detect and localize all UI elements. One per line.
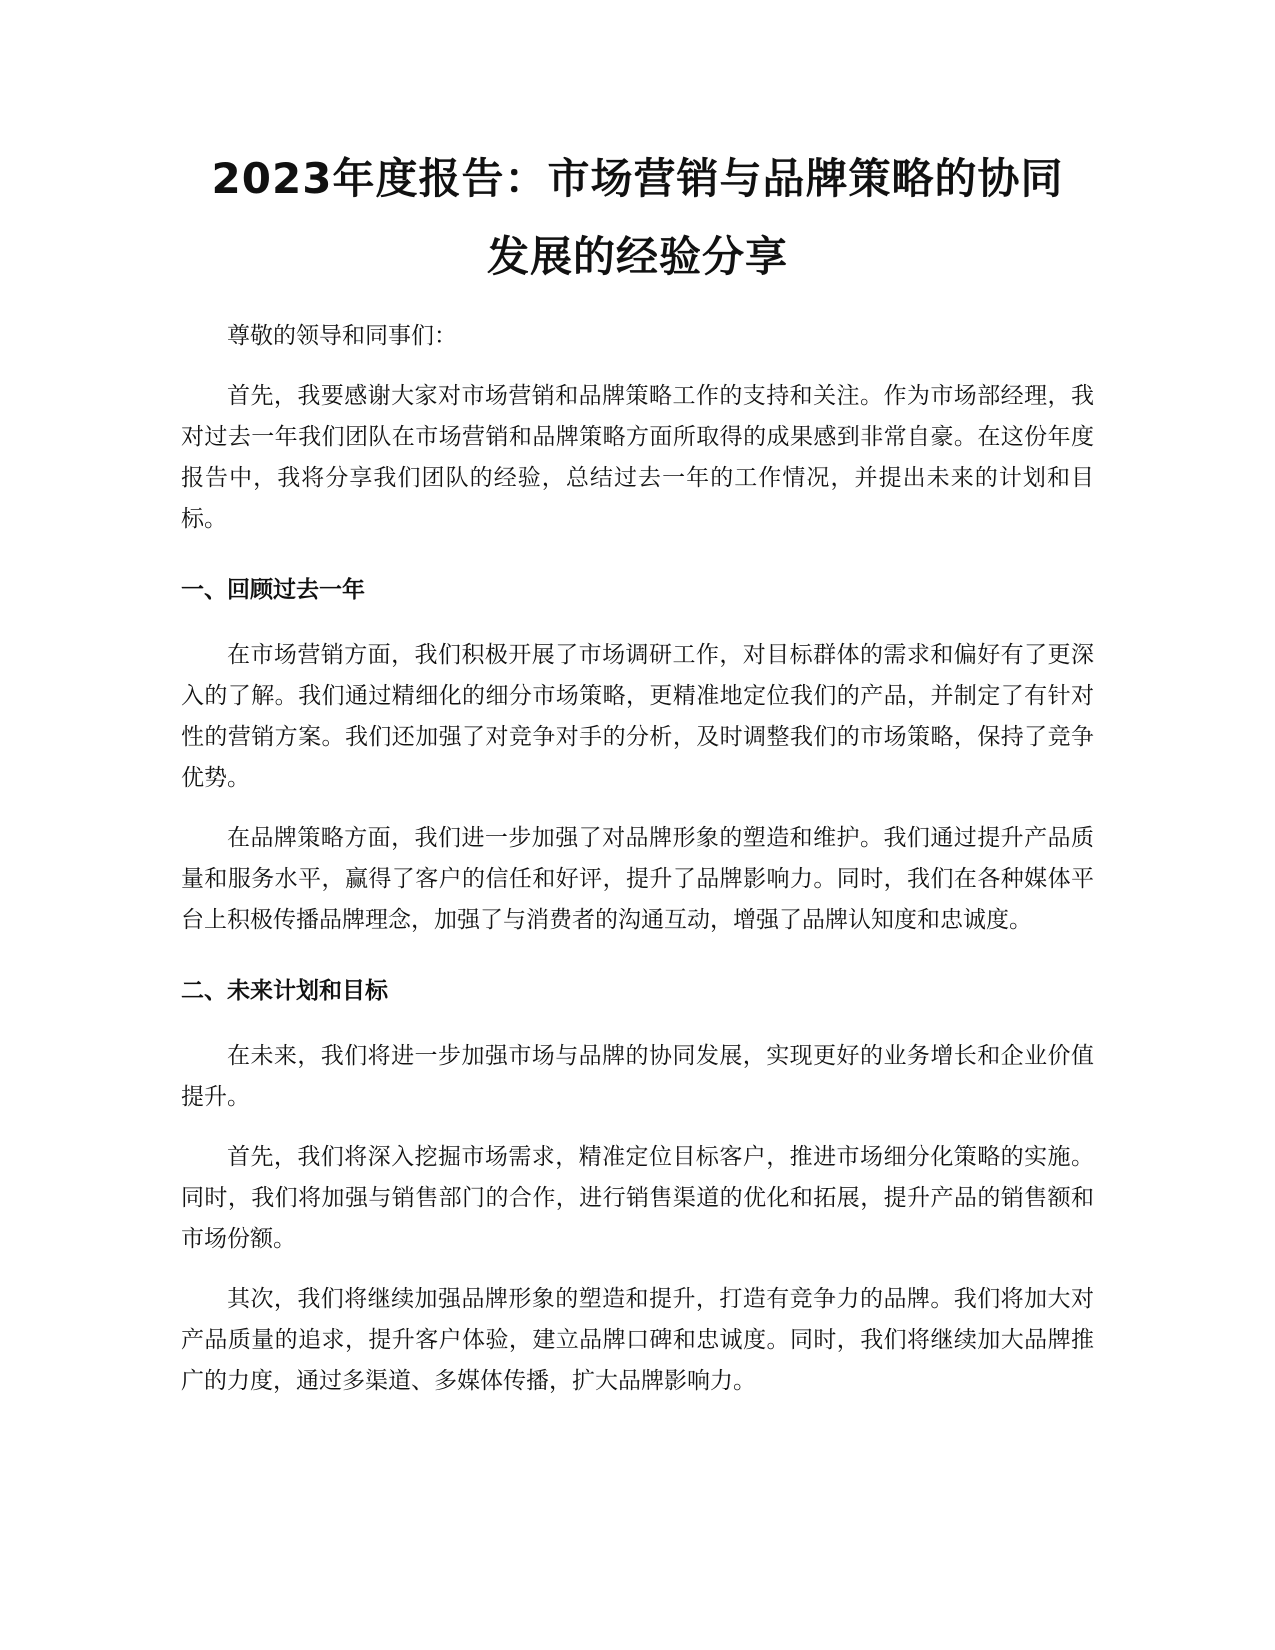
intro-paragraph: 首先，我要感谢大家对市场营销和品牌策略工作的支持和关注。作为市场部经理，我对过去一年我们团队在市场营销和品牌策略方面所取得的成果感到非常自豪。在这份年度报告中，我将分享我们团队的经验，总结过去一年的工作情况，并提出未来的计划和目标。 (181, 383, 1094, 532)
future-paragraph-brand: 其次，我们将继续加强品牌形象的塑造和提升，打造有竞争力的品牌。我们将加大对产品质量的追求，提升客户体验，建立品牌口碑和忠诚度。同时，我们将继续加大品牌推广的力度，通过多渠道、多媒体传播，扩大品牌影响力。 (181, 1286, 1094, 1394)
future-paragraph-market: 首先，我们将深入挖掘市场需求，精准定位目标客户，推进市场细分化策略的实施。同时，我们将加强与销售部门的合作，进行销售渠道的优化和拓展，提升产品的销售额和市场份额。 (181, 1144, 1094, 1252)
document-title-line-1: 2023年度报告：市场营销与品牌策略的协同 (211, 154, 1064, 203)
document-title-line-2: 发展的经验分享 (486, 232, 788, 281)
future-paragraph-overview: 在未来，我们将进一步加强市场与品牌的协同发展，实现更好的业务增长和企业价值提升。 (181, 1043, 1094, 1110)
section-heading-review: 一、回顾过去一年 (181, 577, 365, 603)
greeting-paragraph: 尊敬的领导和同事们： (227, 323, 457, 349)
document-body (181, 316, 1094, 1402)
review-paragraph-marketing: 在市场营销方面，我们积极开展了市场调研工作，对目标群体的需求和偏好有了更深入的了解。我们通过精细化的细分市场策略，更精准地定位我们的产品，并制定了有针对性的营销方案。我们还加强了对竞争对手的分析，及时调整我们的市场策略，保持了竞争优势。 (181, 642, 1094, 791)
document-title (181, 140, 1094, 296)
review-paragraph-brand: 在品牌策略方面，我们进一步加强了对品牌形象的塑造和维护。我们通过提升产品质量和服务水平，赢得了客户的信任和好评，提升了品牌影响力。同时，我们在各种媒体平台上积极传播品牌理念，加强了与消费者的沟通互动，增强了品牌认知度和忠诚度。 (181, 825, 1094, 933)
section-heading-future: 二、未来计划和目标 (181, 978, 388, 1004)
